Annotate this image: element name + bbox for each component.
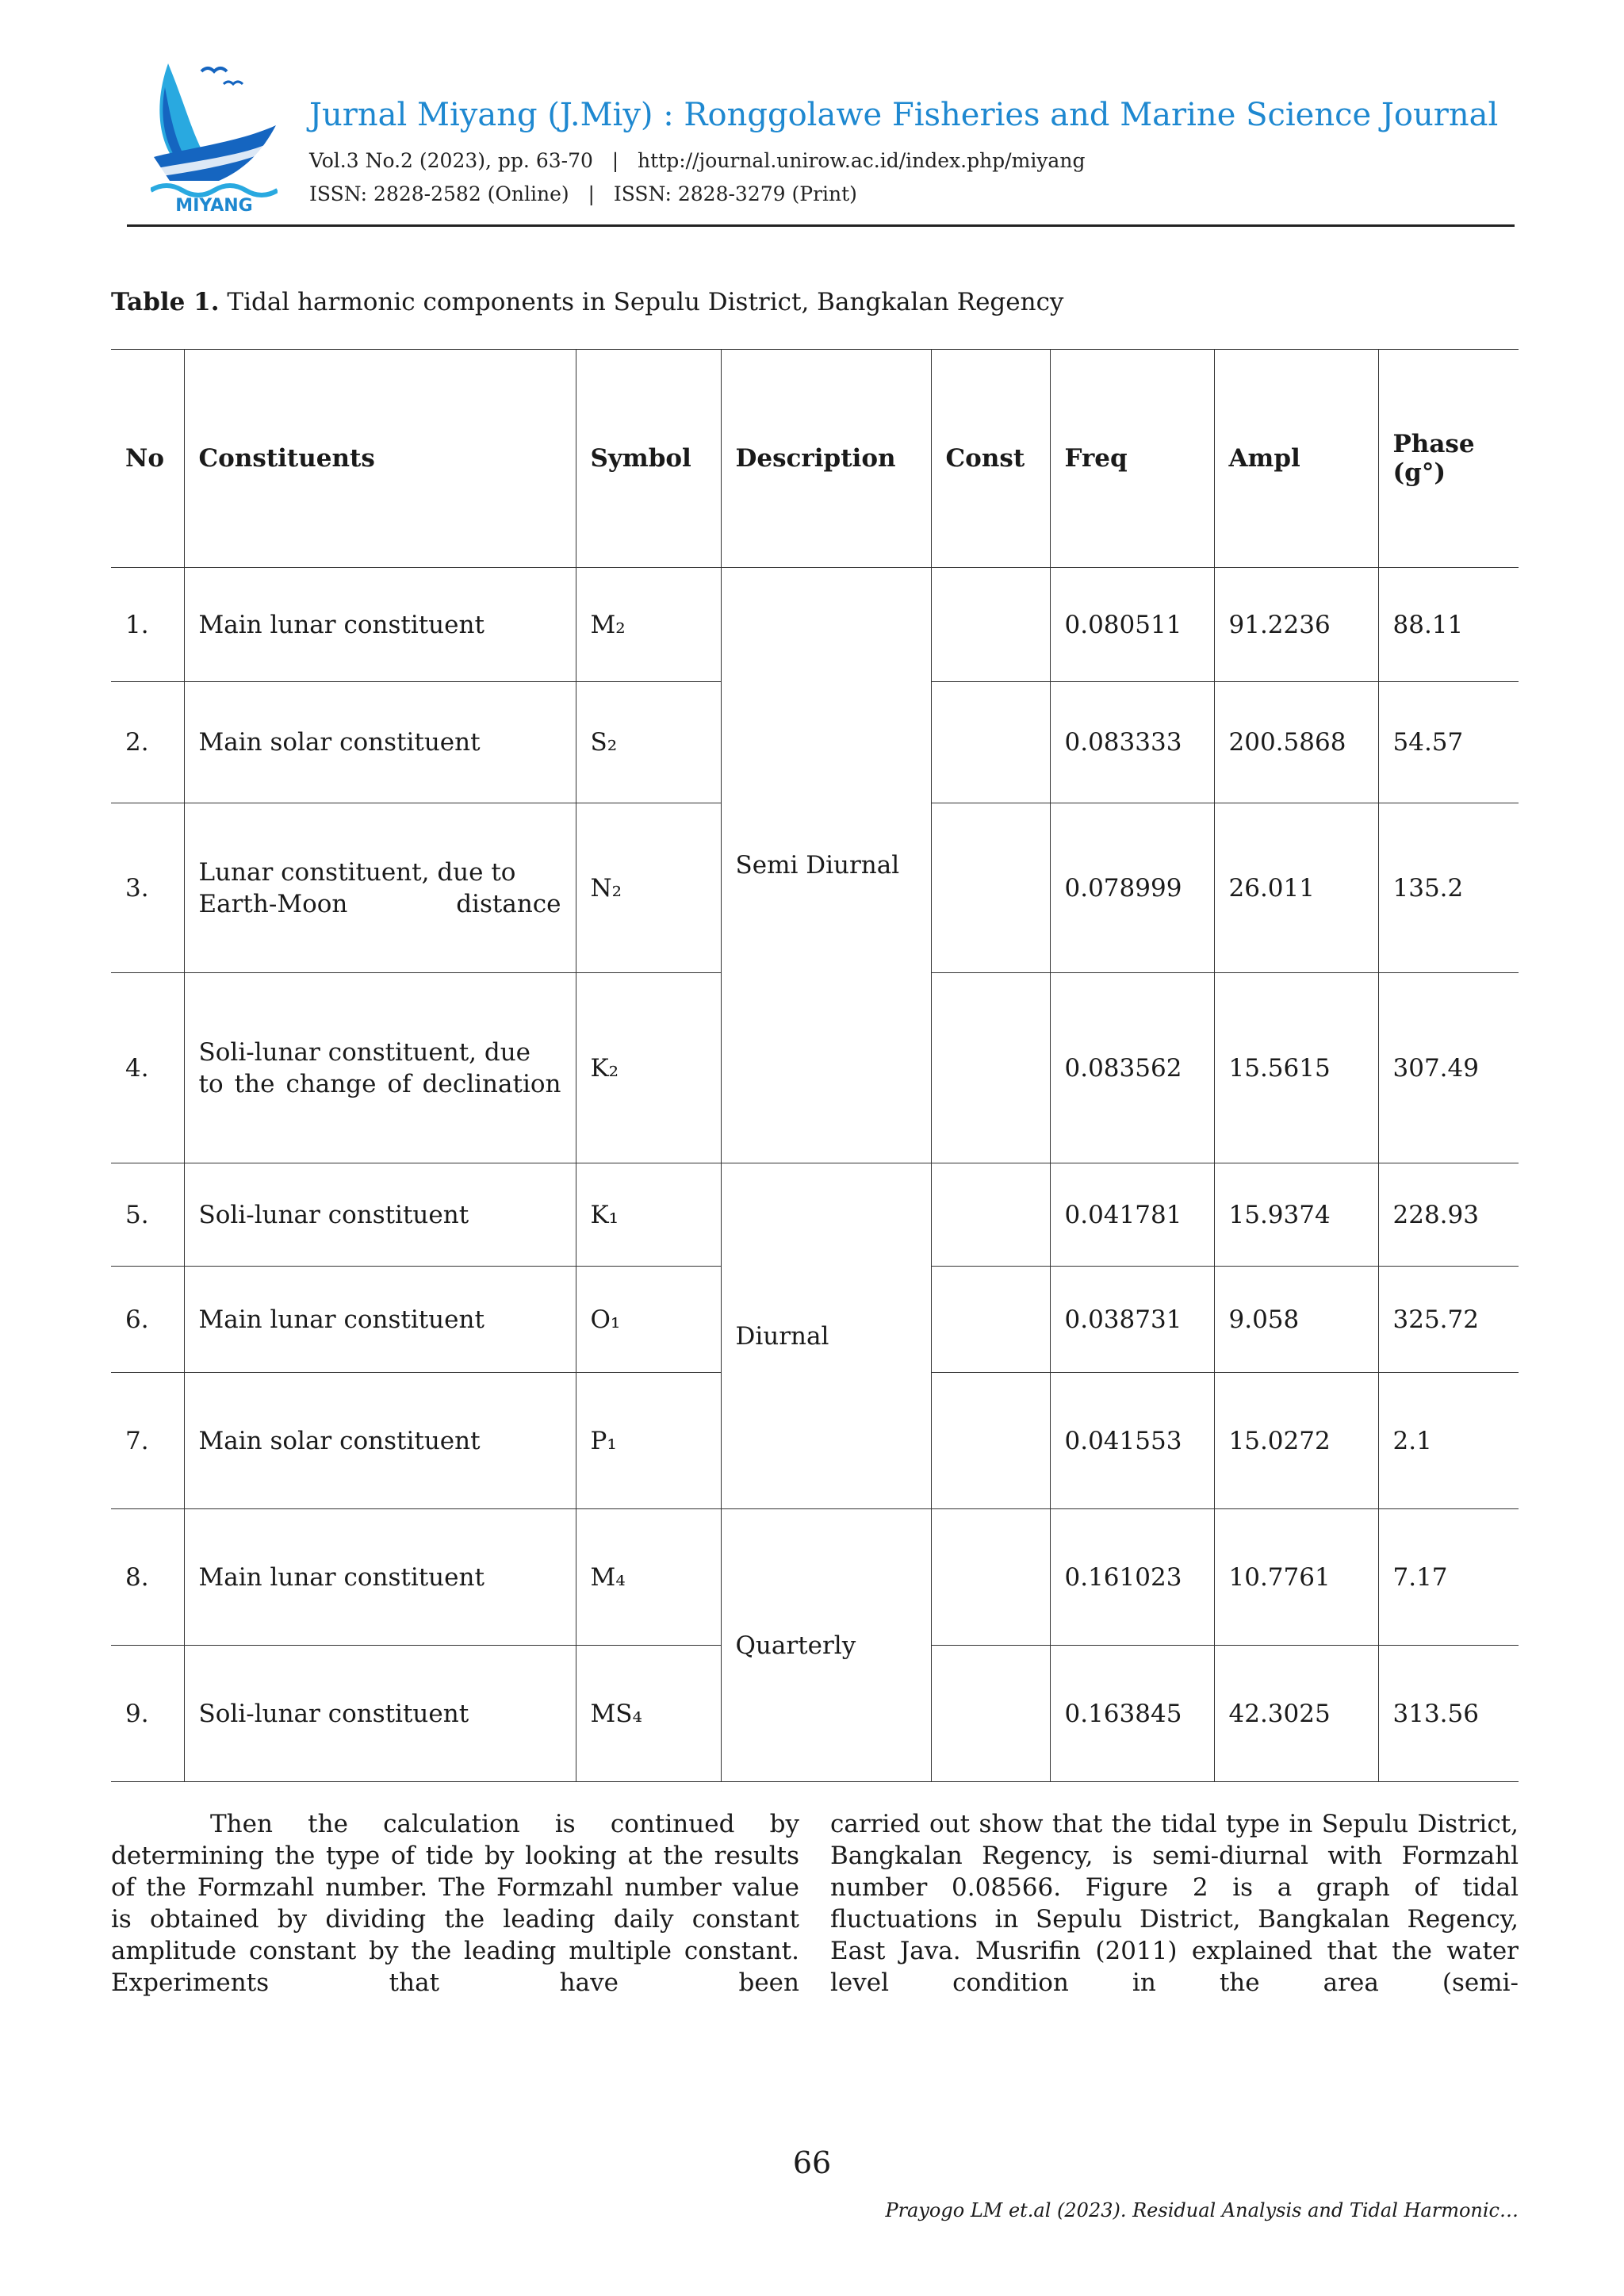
table-header-row bbox=[111, 350, 1519, 568]
row-freq: 0.083562 bbox=[1050, 973, 1214, 1163]
phase-label: Phase bbox=[1392, 430, 1475, 458]
row-ampl: 10.7761 bbox=[1214, 1509, 1378, 1646]
row-const bbox=[931, 803, 1050, 973]
col-header-no: No bbox=[111, 350, 184, 568]
row-ampl: 15.5615 bbox=[1214, 973, 1378, 1163]
row-no: 4. bbox=[111, 973, 184, 1163]
row-symbol: N₂ bbox=[576, 803, 721, 973]
row-no: 8. bbox=[111, 1509, 184, 1646]
table-caption-text: Tidal harmonic components in Sepulu District, Bangkalan Regency bbox=[227, 288, 1064, 316]
row-symbol: K₂ bbox=[576, 973, 721, 1163]
row-no: 2. bbox=[111, 682, 184, 803]
row-ampl: 26.011 bbox=[1214, 803, 1378, 973]
miyang-logo bbox=[151, 63, 278, 214]
row-const bbox=[931, 1509, 1050, 1646]
journal-title: Jurnal Miyang (J.Miy) : Ronggolawe Fisheries and Marine Science Journal bbox=[309, 97, 1499, 133]
row-phase: 228.93 bbox=[1378, 1163, 1519, 1267]
row-no: 3. bbox=[111, 803, 184, 973]
col-header-description: Description bbox=[721, 350, 931, 568]
issn-online: ISSN: 2828-2582 (Online) bbox=[309, 182, 569, 205]
row-freq: 0.038731 bbox=[1050, 1267, 1214, 1373]
journal-url[interactable]: http://journal.unirow.ac.id/index.php/miyang bbox=[638, 149, 1086, 172]
row-ampl: 200.5868 bbox=[1214, 682, 1378, 803]
row-phase: 135.2 bbox=[1378, 803, 1519, 973]
row-const bbox=[931, 973, 1050, 1163]
row-freq: 0.041553 bbox=[1050, 1373, 1214, 1509]
row-phase: 307.49 bbox=[1378, 973, 1519, 1163]
row-freq: 0.083333 bbox=[1050, 682, 1214, 803]
row-phase: 325.72 bbox=[1378, 1267, 1519, 1373]
body-paragraph-left: Then the calculation is continued by determining the type of tide by looking at the results of the Formzahl number. The Formzahl number value is obtained by dividing the leading daily constant amplitude constant by the leading multiple constant. Experiments that have been bbox=[111, 1810, 799, 1997]
row-ampl: 91.2236 bbox=[1214, 568, 1378, 682]
row-const bbox=[931, 682, 1050, 803]
group-semi-diurnal: Semi Diurnal bbox=[721, 568, 931, 1163]
body-paragraph-right: carried out show that the tidal type in Sepulu District, Bangkalan Regency, is semi-diurnal with Formzahl number 0.08566. Figure 2 is a graph of tidal fluctuations in Sepulu District, Bangkalan Regency, East Java. Musrifin (2011) explained that the water level condition in the area (semi- bbox=[830, 1810, 1519, 1997]
row-no: 1. bbox=[111, 568, 184, 682]
col-header-symbol: Symbol bbox=[576, 350, 721, 568]
row-symbol: M₂ bbox=[576, 568, 721, 682]
row-no: 7. bbox=[111, 1373, 184, 1509]
row-constituent: Soli-lunar constituent, due to the change of declination bbox=[184, 973, 576, 1163]
col-header-const: Const bbox=[931, 350, 1050, 568]
row-symbol: MS₄ bbox=[576, 1646, 721, 1782]
row-freq: 0.161023 bbox=[1050, 1509, 1214, 1646]
issn-print: ISSN: 2828-3279 (Print) bbox=[613, 182, 857, 205]
page-number: 66 bbox=[792, 2145, 832, 2180]
tidal-harmonic-table bbox=[111, 349, 1519, 1782]
col-header-freq: Freq bbox=[1050, 350, 1214, 568]
group-quarterly: Quarterly bbox=[721, 1509, 931, 1782]
row-no: 9. bbox=[111, 1646, 184, 1782]
row-freq: 0.078999 bbox=[1050, 803, 1214, 973]
row-const bbox=[931, 1646, 1050, 1782]
row-constituent: Main lunar constituent bbox=[184, 1509, 576, 1646]
row-constituent: Lunar constituent, due to Earth-Moon distance bbox=[184, 803, 576, 973]
col-header-constituents: Constituents bbox=[184, 350, 576, 568]
separator: | bbox=[588, 182, 595, 205]
row-phase: 54.57 bbox=[1378, 682, 1519, 803]
journal-issn-line bbox=[309, 182, 857, 205]
row-phase: 2.1 bbox=[1378, 1373, 1519, 1509]
row-constituent: Main solar constituent bbox=[184, 682, 576, 803]
row-symbol: O₁ bbox=[576, 1267, 721, 1373]
row-phase: 88.11 bbox=[1378, 568, 1519, 682]
row-ampl: 42.3025 bbox=[1214, 1646, 1378, 1782]
row-const bbox=[931, 568, 1050, 682]
row-phase: 7.17 bbox=[1378, 1509, 1519, 1646]
table-row bbox=[111, 1509, 1519, 1646]
journal-header bbox=[151, 63, 1515, 230]
row-no: 5. bbox=[111, 1163, 184, 1267]
row-const bbox=[931, 1373, 1050, 1509]
phase-unit: (g°) bbox=[1392, 458, 1446, 487]
row-no: 6. bbox=[111, 1267, 184, 1373]
row-const bbox=[931, 1267, 1050, 1373]
col-header-phase bbox=[1378, 350, 1519, 568]
row-phase: 313.56 bbox=[1378, 1646, 1519, 1782]
row-symbol: P₁ bbox=[576, 1373, 721, 1509]
row-symbol: K₁ bbox=[576, 1163, 721, 1267]
volume-pages: Vol.3 No.2 (2023), pp. 63-70 bbox=[309, 149, 593, 172]
table-caption-label: Table 1. bbox=[111, 288, 220, 316]
row-freq: 0.163845 bbox=[1050, 1646, 1214, 1782]
row-constituent: Main lunar constituent bbox=[184, 1267, 576, 1373]
row-const bbox=[931, 1163, 1050, 1267]
col-header-ampl: Ampl bbox=[1214, 350, 1378, 568]
footer-citation: Prayogo LM et.al (2023). Residual Analysis and Tidal Harmonic… bbox=[885, 2199, 1519, 2221]
row-constituent: Soli-lunar constituent bbox=[184, 1163, 576, 1267]
header-divider bbox=[127, 224, 1515, 227]
row-freq: 0.041781 bbox=[1050, 1163, 1214, 1267]
row-ampl: 15.9374 bbox=[1214, 1163, 1378, 1267]
row-symbol: S₂ bbox=[576, 682, 721, 803]
row-ampl: 15.0272 bbox=[1214, 1373, 1378, 1509]
group-diurnal: Diurnal bbox=[721, 1163, 931, 1509]
separator: | bbox=[611, 149, 619, 172]
table-row bbox=[111, 1163, 1519, 1267]
row-constituent: Main lunar constituent bbox=[184, 568, 576, 682]
row-freq: 0.080511 bbox=[1050, 568, 1214, 682]
logo-wordmark: MIYANG bbox=[175, 196, 253, 214]
row-constituent: Soli-lunar constituent bbox=[184, 1646, 576, 1782]
journal-volume-url-line bbox=[309, 149, 1085, 172]
row-constituent: Main solar constituent bbox=[184, 1373, 576, 1509]
table-row bbox=[111, 568, 1519, 682]
row-symbol: M₄ bbox=[576, 1509, 721, 1646]
row-ampl: 9.058 bbox=[1214, 1267, 1378, 1373]
table-caption bbox=[111, 288, 1063, 316]
